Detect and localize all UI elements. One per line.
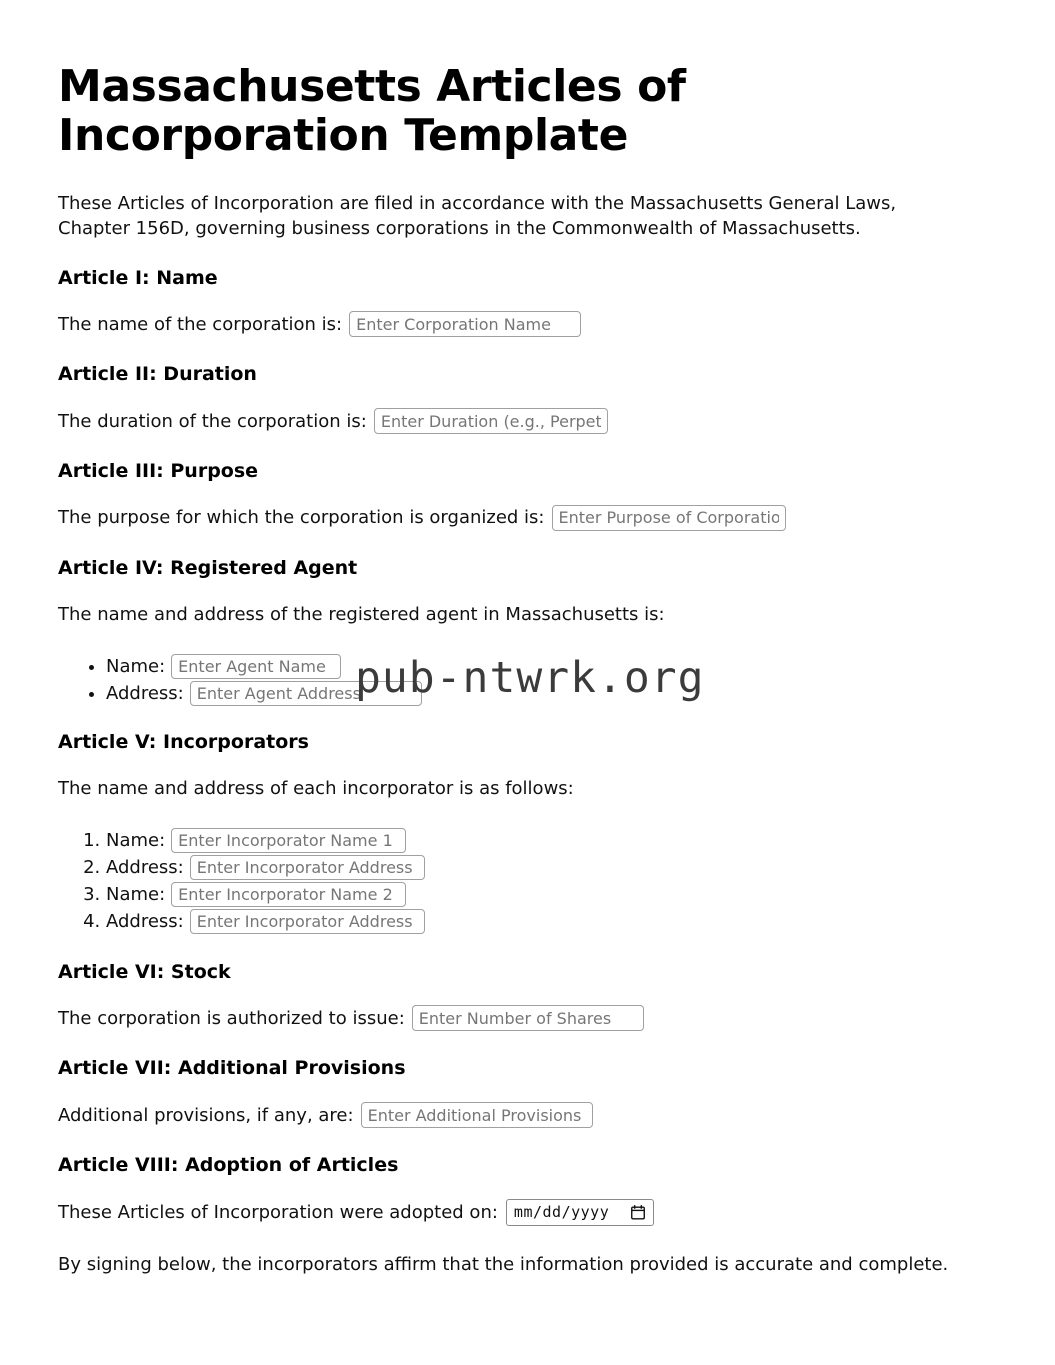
list-item [106, 908, 997, 935]
article-iii-heading: Article III: Purpose [58, 460, 259, 483]
article-i-heading: Article I: Name [58, 266, 218, 289]
shares-input[interactable] [412, 1005, 644, 1031]
corporation-name-field-row [58, 311, 997, 337]
closing-paragraph: By signing below, the incorporators affirm that the information provided is accurate and complete. [58, 1253, 949, 1275]
duration-field-row [58, 408, 997, 434]
additional-provisions-field-row [58, 1102, 997, 1128]
list-item [106, 854, 997, 881]
date-placeholder-text: mm/dd/yyyy [513, 1202, 610, 1221]
duration-input[interactable] [374, 408, 608, 434]
adoption-date-input[interactable] [506, 1199, 654, 1226]
shares-label: The corporation is authorized to issue: [58, 1007, 405, 1029]
purpose-field-row [58, 505, 997, 531]
incorporator-2-name-label: 3. Name: [106, 883, 166, 905]
corporation-name-input[interactable] [349, 311, 581, 337]
page-title: Massachusetts Articles of Incorporation Template [58, 61, 686, 162]
purpose-label: The purpose for which the corporation is organized is: [58, 507, 545, 529]
article-vi-heading: Article VI: Stock [58, 960, 231, 983]
registered-agent-list [58, 653, 997, 707]
adoption-date-label: These Articles of Incorporation were adopted on: [58, 1201, 498, 1223]
purpose-input[interactable] [552, 505, 786, 531]
article-iv-heading: Article IV: Registered Agent [58, 556, 358, 579]
incorporator-2-address-label: 4. Address: [106, 910, 184, 932]
incorporators-list [58, 827, 997, 935]
list-item [106, 653, 997, 680]
agent-name-label: • Name: [106, 655, 166, 677]
intro-paragraph: These Articles of Incorporation are filed in accordance with the Massachusetts General Laws, Chapter 156D, governing business corporations in the Commonwealth of Massachusetts. [58, 192, 897, 239]
calendar-icon[interactable] [631, 1205, 645, 1220]
list-item [106, 827, 997, 854]
duration-label: The duration of the corporation is: [58, 410, 367, 432]
registered-agent-intro: The name and address of the registered agent in Massachusetts is: [58, 603, 665, 625]
incorporator-1-address-input[interactable] [190, 855, 425, 880]
incorporator-1-name-input[interactable] [171, 828, 406, 853]
agent-address-input[interactable] [190, 681, 422, 706]
incorporator-1-name-label: 1. Name: [106, 829, 166, 851]
site-watermark: pub-ntwrk.org [355, 653, 705, 703]
list-item [106, 680, 997, 707]
additional-provisions-label: Additional provisions, if any, are: [58, 1104, 354, 1126]
incorporator-2-name-input[interactable] [171, 882, 406, 907]
incorporators-intro: The name and address of each incorporator is as follows: [58, 777, 574, 799]
additional-provisions-input[interactable] [361, 1102, 593, 1128]
list-item [106, 881, 997, 908]
adoption-date-field-row [58, 1199, 997, 1226]
article-viii-heading: Article VIII: Adoption of Articles [58, 1154, 399, 1177]
article-vii-heading: Article VII: Additional Provisions [58, 1057, 406, 1080]
corporation-name-label: The name of the corporation is: [58, 313, 343, 335]
agent-name-input[interactable] [171, 654, 341, 679]
agent-address-label: • Address: [106, 682, 184, 704]
article-ii-heading: Article II: Duration [58, 363, 257, 386]
article-v-heading: Article V: Incorporators [58, 730, 309, 753]
shares-field-row [58, 1005, 997, 1031]
incorporator-2-address-input[interactable] [190, 909, 425, 934]
incorporator-1-address-label: 2. Address: [106, 856, 184, 878]
